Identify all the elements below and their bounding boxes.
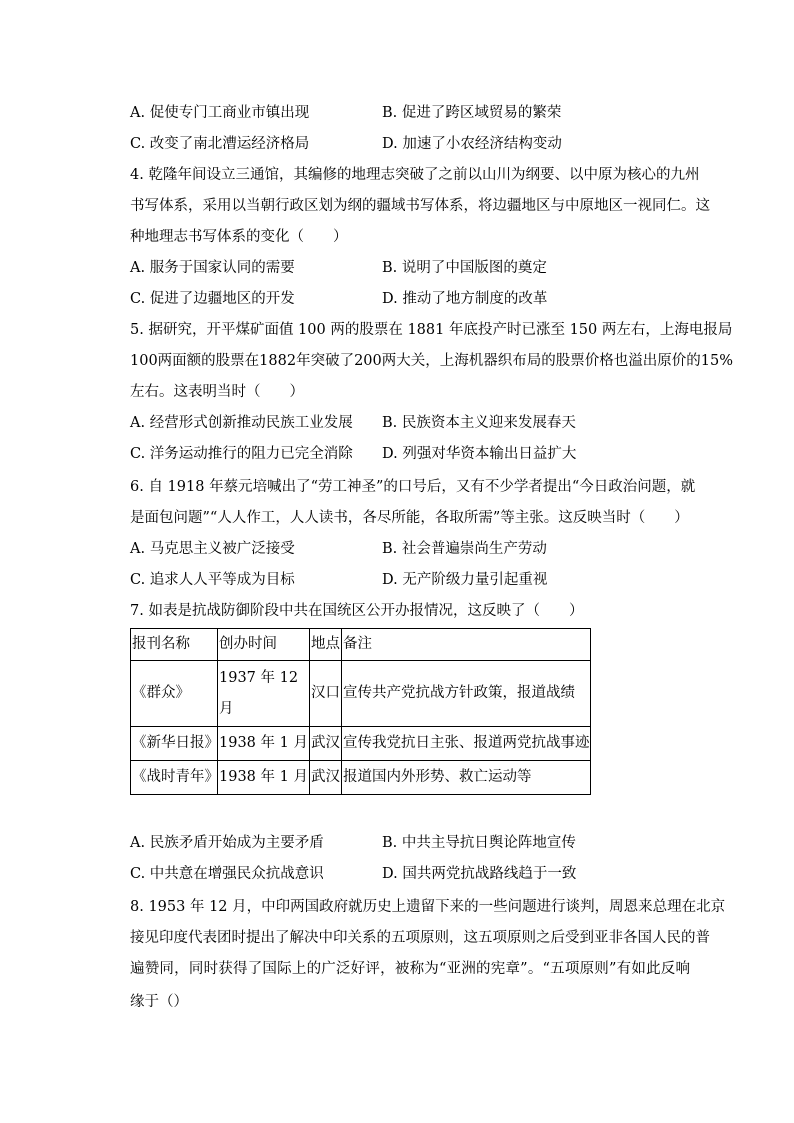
- q4-option-d: D. 推动了地方制度的改革: [382, 291, 548, 307]
- table-cell: 汉口: [309, 661, 341, 727]
- q5-option-c: C. 洋务运动推行的阻力已完全消除: [130, 446, 353, 462]
- q5-stem-line-1: 5. 据研究，开平煤矿面值 100 两的股票在 1881 年底投产时已涨至 150 两左右，上海电报局: [130, 322, 733, 338]
- table-row: [131, 661, 591, 727]
- table-cell: 宣传我党抗日主张、报道两党抗战事迹: [341, 727, 591, 761]
- q5-stem-line-2: 100两面额的股票在1882年突破了200两大关，上海机器织布局的股票价格也溢出原价的15%: [130, 353, 733, 369]
- q3-option-a: A. 促使专门工商业市镇出现: [130, 105, 310, 121]
- q5-option-b: B. 民族资本主义迎来发展春天: [382, 415, 576, 431]
- q4-stem-line-3: 种地理志书写体系的变化（ ）: [130, 229, 348, 245]
- q6-option-a: A. 马克思主义被广泛接受: [130, 541, 295, 557]
- q4-stem-line-2: 书写体系，采用以当朝行政区划为纲的疆域书写体系，将边疆地区与中原地区一视同仁。这: [130, 198, 710, 214]
- table-row: [131, 727, 591, 761]
- table-cell: 1937 年 12 月: [218, 661, 310, 727]
- table-cell: 《新华日报》: [131, 727, 218, 761]
- q8-stem-line-3: 遍赞同，同时获得了国际上的广泛好评，被称为“亚洲的宪章”。“五项原则”有如此反响: [130, 961, 690, 977]
- q4-option-a: A. 服务于国家认同的需要: [130, 260, 295, 276]
- q8-stem-line-1: 8. 1953 年 12 月，中印两国政府就历史上遗留下来的一些问题进行谈判，周恩来总理在北京: [130, 899, 726, 915]
- q3-option-b: B. 促进了跨区域贸易的繁荣: [382, 105, 562, 121]
- q6-stem-line-2: 是面包问题”“人人作工，人人读书，各尽所能，各取所需”等主张。这反映当时（ ）: [130, 510, 689, 526]
- q6-option-b: B. 社会普遍崇尚生产劳动: [382, 541, 547, 557]
- q5-stem-line-3: 左右。这表明当时（ ）: [130, 384, 304, 400]
- table-header-cell: 备注: [341, 629, 591, 661]
- table-cell: 1938 年 1 月: [218, 761, 310, 795]
- q3-option-c: C. 改变了南北漕运经济格局: [130, 136, 310, 152]
- table-cell: 报道国内外形势、救亡运动等: [341, 761, 591, 795]
- table-cell: 《战时青年》: [131, 761, 218, 795]
- table-cell: 武汉: [309, 761, 341, 795]
- table-header-row: [131, 629, 591, 661]
- table-cell: 1938 年 1 月: [218, 727, 310, 761]
- q5-option-d: D. 列强对华资本输出日益扩大: [382, 446, 577, 462]
- q8-stem-line-4: 缘于（）: [130, 994, 188, 1010]
- table-row: [131, 761, 591, 795]
- q4-stem-line-1: 4. 乾隆年间设立三通馆，其编修的地理志突破了之前以山川为纲要、以中原为核心的九州: [130, 167, 700, 183]
- table-header-cell: 创办时间: [218, 629, 310, 661]
- q7-option-b: B. 中共主导抗日舆论阵地宣传: [382, 835, 576, 851]
- q7-option-d: D. 国共两党抗战路线趋于一致: [382, 866, 577, 882]
- q7-option-a: A. 民族矛盾开始成为主要矛盾: [130, 835, 324, 851]
- q7-option-c: C. 中共意在增强民众抗战意识: [130, 866, 324, 882]
- table-cell: 宣传共产党抗战方针政策，报道战绩: [341, 661, 591, 727]
- q7-stem-line-1: 7. 如表是抗战防御阶段中共在国统区公开办报情况，这反映了（ ）: [130, 603, 584, 619]
- q6-stem-line-1: 6. 自 1918 年蔡元培喊出了“劳工神圣”的口号后，又有不少学者提出“今日政治问题，就: [130, 479, 696, 495]
- q5-option-a: A. 经营形式创新推动民族工业发展: [130, 415, 353, 431]
- q8-stem-line-2: 接见印度代表团时提出了解决中印关系的五项原则，这五项原则之后受到亚非各国人民的普: [130, 930, 710, 946]
- q4-option-c: C. 促进了边疆地区的开发: [130, 291, 295, 307]
- table-header-cell: 报刊名称: [131, 629, 218, 661]
- q7-newspaper-table: [130, 628, 591, 795]
- q6-option-d: D. 无产阶级力量引起重视: [382, 572, 548, 588]
- q6-option-c: C. 追求人人平等成为目标: [130, 572, 295, 588]
- table-cell: 武汉: [309, 727, 341, 761]
- q3-option-d: D. 加速了小农经济结构变动: [382, 136, 562, 152]
- table-cell: 《群众》: [131, 661, 218, 727]
- q4-option-b: B. 说明了中国版图的奠定: [382, 260, 547, 276]
- table-header-cell: 地点: [309, 629, 341, 661]
